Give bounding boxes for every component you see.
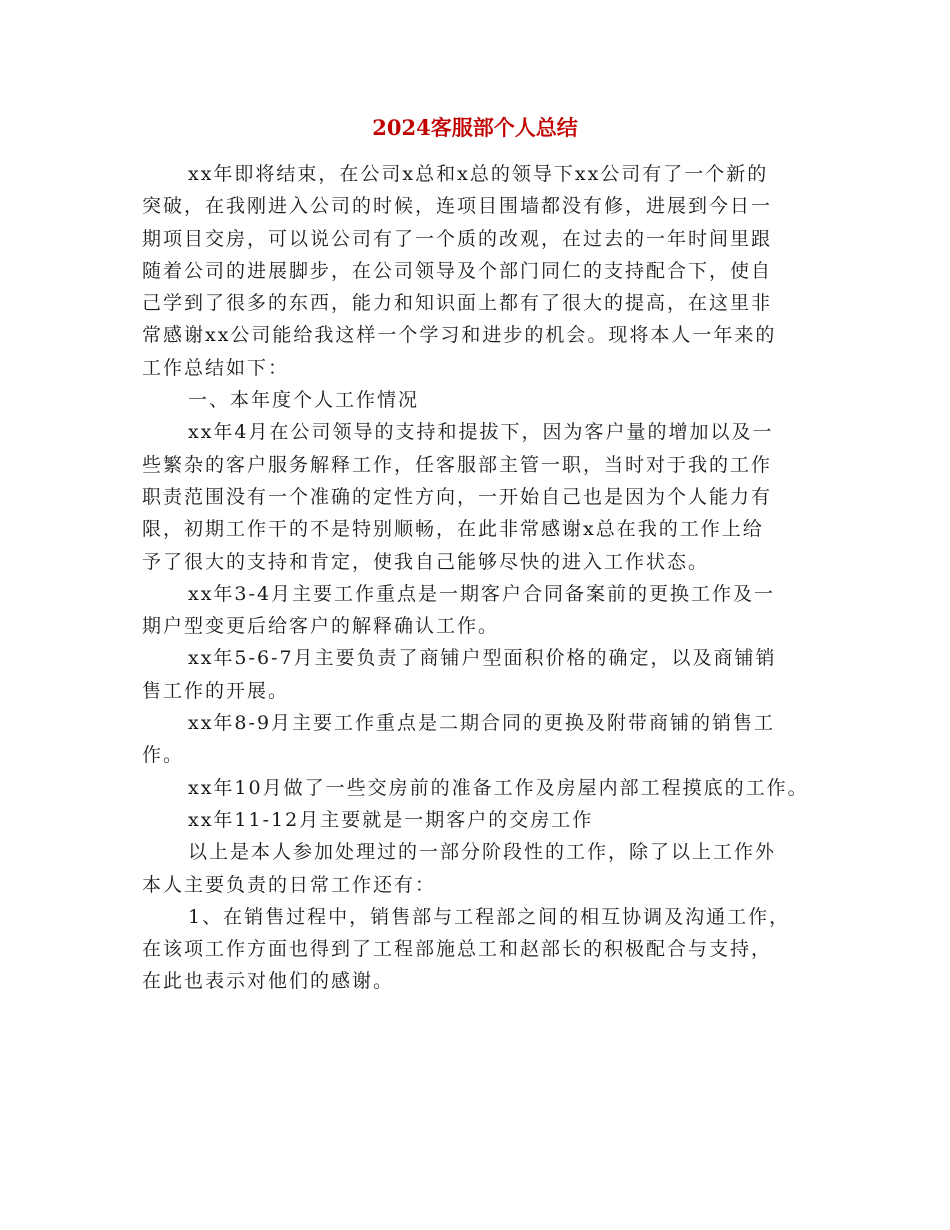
text-line: xx年8-9月主要工作重点是二期合同的更换及附带商铺的销售工 [188,712,776,735]
text-line: xx年即将结束，在公司x总和x总的领导下xx公司有了一个新的 [188,163,769,185]
text-line: 期户型变更后给客户的解释确认工作。 [142,615,500,638]
text-line: 予了很大的支持和肯定，使我自己能够尽快的进入工作状态。 [142,550,710,573]
document-body [142,158,812,998]
text-line: 限，初期工作干的不是特别顺畅，在此非常感谢x总在我的工作上给 [142,518,764,541]
text-line: xx年4月在公司领导的支持和提拔下，因为客户量的增加以及一 [188,421,774,444]
text-line: 期项目交房，可以说公司有了一个质的改观，在过去的一年时间里跟 [142,227,773,250]
text-line: 随着公司的进展脚步，在公司领导及个部门同仁的支持配合下，使自 [142,259,773,282]
document-title: 2024客服部个人总结 [372,115,578,140]
text-line: 售工作的开展。 [142,679,290,702]
text-line: 作。 [142,744,185,767]
text-line: 在此也表示对他们的感谢。 [142,970,395,993]
text-line: 些繁杂的客户服务解释工作，任客服部主管一职，当时对于我的工作 [142,453,773,476]
text-line: 1、在销售过程中，销售部与工程部之间的相互协调及沟通工作， [188,905,791,928]
text-line: 己学到了很多的东西，能力和知识面上都有了很大的提高，在这里非 [142,292,773,315]
text-line: xx年3-4月主要工作重点是一期客户合同备案前的更换工作及一 [188,582,776,605]
text-line: 职责范围没有一个准确的定性方向，一开始自己也是因为个人能力有 [142,485,773,508]
text-line: 在该项工作方面也得到了工程部施总工和赵部长的积极配合与支持， [142,938,773,961]
text-line: 突破，在我刚进入公司的时候，连项目围墙都没有修，进展到今日一 [142,195,773,218]
text-line: xx年5-6-7月主要负责了商铺户型面积价格的确定，以及商铺销 [188,647,777,670]
text-line: xx年10月做了一些交房前的准备工作及房屋内部工程摸底的工作。 [188,776,809,799]
text-line: 工作总结如下： [142,356,290,379]
text-line: 常感谢xx公司能给我这样一个学习和进步的机会。现将本人一年来的 [142,324,777,347]
text-line: xx年11-12月主要就是一期客户的交房工作 [188,808,594,831]
text-line: 一、本年度个人工作情况 [188,389,420,412]
text-line: 以上是本人参加处理过的一部分阶段性的工作，除了以上工作外 [188,841,777,864]
text-line: 本人主要负责的日常工作还有： [142,873,437,896]
